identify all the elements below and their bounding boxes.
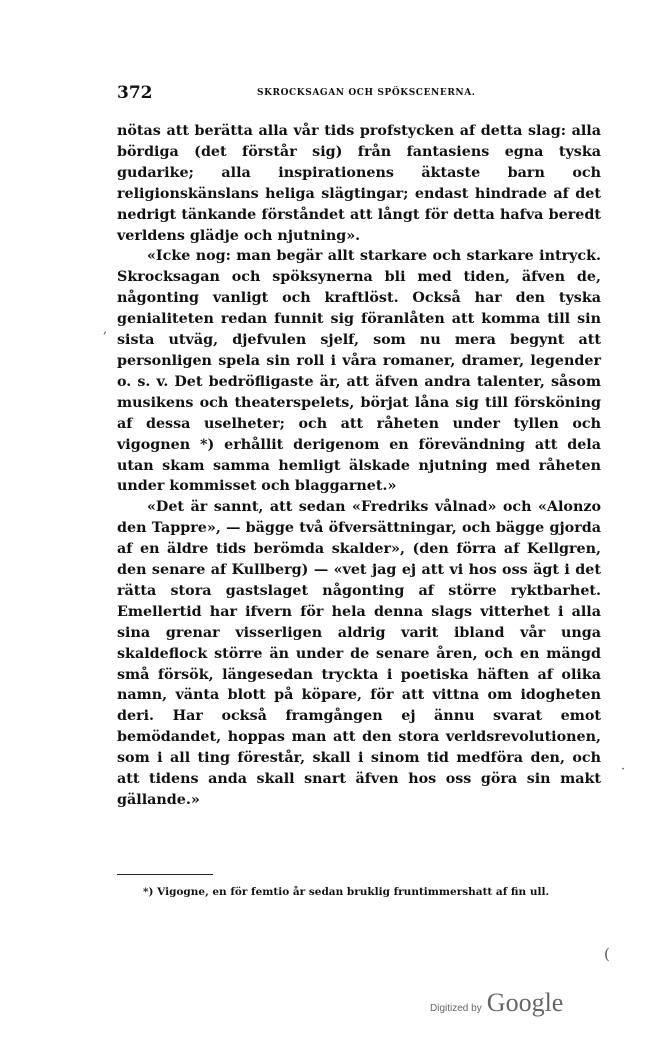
margin-mark: · bbox=[621, 762, 626, 777]
paragraph: «Icke nog: man begär allt starkare och starkare intryck. Skrocksagan och spöksynerna bli med tiden, äfven de, någonting vanligt och kraftlöst. Också har den tyska genialiteten redan funnit sig föranlåten att komma till sin sista utväg, djefvulen sjelf, som nu mera begynt att personligen spela sin roll i våra romaner, dramer, legender o. s. v. Det bedröfligaste är, att äfven andra talenter, såsom musikens och theaterspelets, börjat låna sig till försköning af dessa uselheter; och att råheten under tyllen och vigognen *) erhållit derigenom en förevändning att dela utan skam samma hemligt älskade njutning med råheten under kommisset och blaggarnet.» bbox=[117, 248, 601, 495]
footnote: *) Vigogne, en för femtio år sedan bruklig fruntimmershatt af fin ull. bbox=[143, 886, 550, 898]
digitized-by-label: Digitized by bbox=[430, 1003, 482, 1014]
page-header bbox=[117, 83, 601, 105]
paragraph-continued: nötas att berätta alla vår tids profstycken af detta slag: alla bördiga (det förstår sig) från fantasiens egna tyska gudarike; alla inspirationens äktaste barn och religionskänslans heliga slägtingar; endast hindrade af det nedrigt tänkande förståndet att långt för detta hafva beredt verldens glädje och njutning». bbox=[117, 123, 601, 244]
paragraph: «Det är sannt, att sedan «Fredriks vålnad» och «Alonzo den Tappre», — bägge två öfversättningar, och bägge gjorda af en äldre tids berömda skalder», (den förra af Kellgren, den senare af Kullberg) — «vet jag ej att vi hos oss ägt i det rätta stora gastslaget någonting af större ryktbarhet. Emellertid har ifvern för hela denna slags vitterhet i alla sina grenar visserligen aldrig varit ibland vår unga skaldeflock större än under de senare åren, och en mängd små försök, längesedan tryckta i poetiska häften af olika namn, vänta blott på köpare, för att vittna om idogheten deri. Har också framgången ej ännu svarat emot bemödandet, hoppas man att den stora verldsrevolutionen, som i all ting förestår, skall i sinom tid medföra den, och att tidens anda skall snart äfven hos oss göra sin makt gällande.» bbox=[117, 499, 601, 808]
digitized-watermark bbox=[430, 988, 563, 1018]
page-number: 372 bbox=[117, 83, 153, 103]
margin-mark: ( bbox=[604, 945, 610, 963]
footnote-divider bbox=[117, 874, 213, 875]
body-text bbox=[117, 121, 601, 811]
running-head: SKROCKSAGAN OCH SPÖKSCENERNA. bbox=[257, 88, 476, 98]
margin-mark: , bbox=[103, 322, 108, 337]
google-logo: Google bbox=[486, 988, 564, 1017]
